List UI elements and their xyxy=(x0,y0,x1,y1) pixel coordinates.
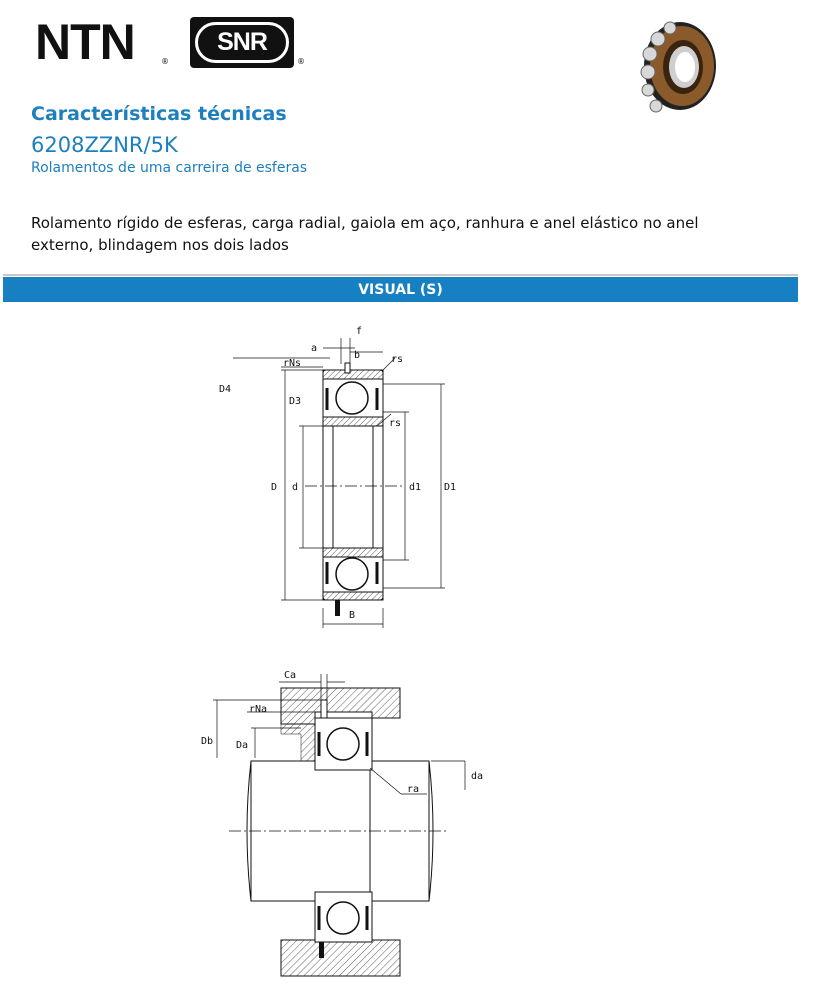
section-divider xyxy=(3,274,798,276)
dim-label-d1: d1 xyxy=(409,482,422,493)
dim-label-rs-top: rs xyxy=(391,354,404,365)
dim-label-D: D xyxy=(271,482,278,493)
dim-label-D1: D1 xyxy=(444,482,457,493)
top-ball-icon xyxy=(336,382,368,414)
dim-label-D4: D4 xyxy=(219,384,232,395)
ntn-logo: NTN xyxy=(35,14,135,70)
product-category: Rolamentos de uma carreira de esferas xyxy=(31,160,308,176)
bearing-product-image xyxy=(628,12,722,124)
dim-label-B: B xyxy=(349,610,356,621)
section-header-visual xyxy=(3,277,798,302)
snr-registered-mark: ® xyxy=(297,57,305,66)
mount-label-Db: Db xyxy=(201,736,214,747)
bearing-dimension-drawing xyxy=(195,318,475,638)
dim-label-d: d xyxy=(292,482,299,493)
dim-label-rs-right: rs xyxy=(389,418,402,429)
mount-top-ball-icon xyxy=(327,728,359,760)
mounting-dimension-drawing xyxy=(195,660,495,980)
mount-label-Ca: Ca xyxy=(284,670,297,681)
dim-label-f: f xyxy=(356,326,363,337)
mount-label-Da: Da xyxy=(236,740,249,751)
dim-label-b: b xyxy=(354,350,361,361)
mount-bottom-ball-icon xyxy=(327,902,359,934)
product-description: Rolamento rígido de esferas, carga radial, gaiola em aço, ranhura e anel elástico no anel externo, blindagem nos dois lados xyxy=(31,214,699,254)
dim-label-a: a xyxy=(311,343,318,354)
ntn-registered-mark: ® xyxy=(161,57,169,66)
bottom-ball-icon xyxy=(336,558,368,590)
page-title: Características técnicas xyxy=(31,103,287,125)
mount-label-da: da xyxy=(471,771,484,782)
dim-label-D3: D3 xyxy=(289,396,302,407)
product-code: 6208ZZNR/5K xyxy=(31,133,178,157)
mount-label-rNa: rNa xyxy=(249,704,268,715)
section-header-label: VISUAL (S) xyxy=(358,281,443,298)
mount-label-ra: ra xyxy=(407,784,420,795)
dim-label-rNs: rNs xyxy=(283,358,302,369)
snr-logo: SNR xyxy=(190,17,294,68)
